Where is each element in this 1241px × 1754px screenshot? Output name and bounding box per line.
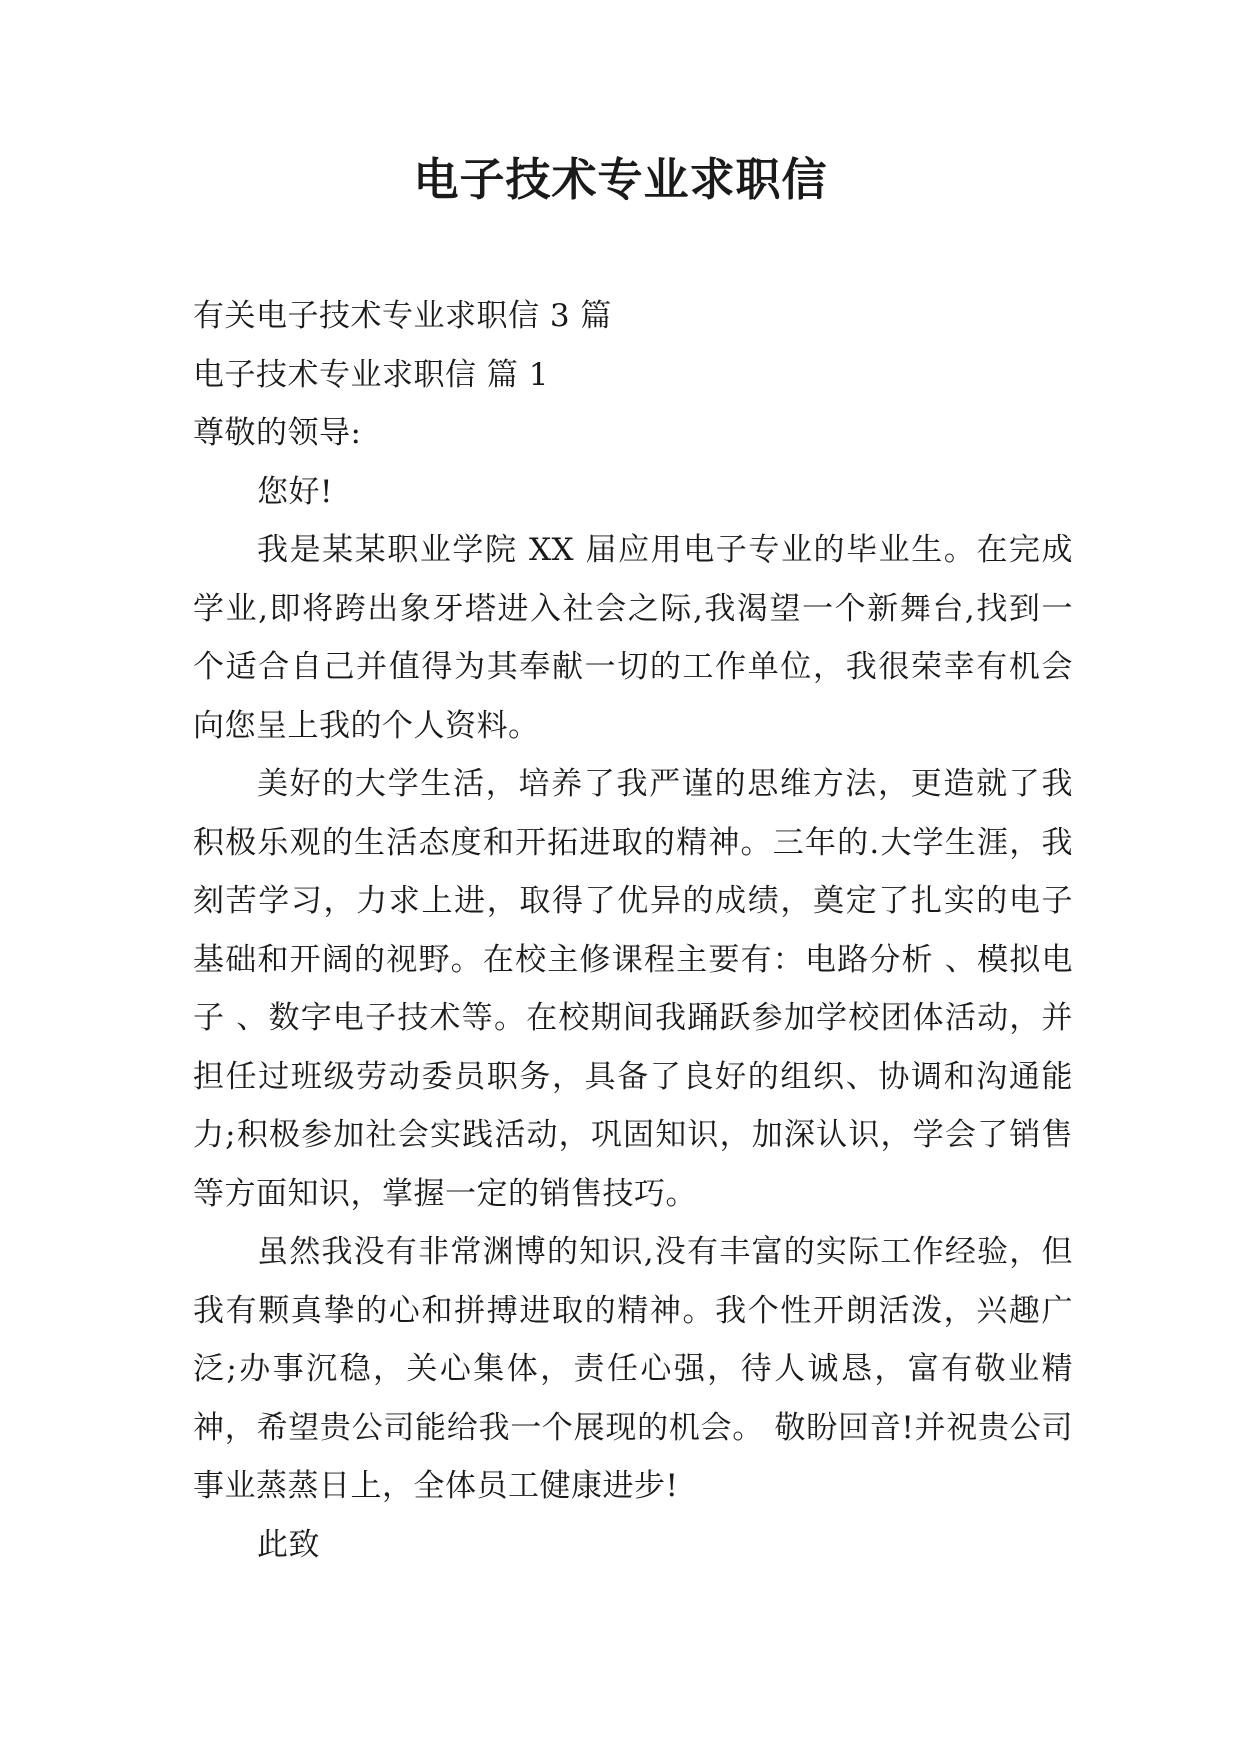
paragraph-intro: 我是某某职业学院 XX 届应用电子专业的毕业生。在完成学业,即将跨出象牙塔进入社会之际,我渴望一个新舞台,找到一个适合自己并值得为其奉献一切的工作单位，我很荣幸有机会向您呈上我的个人资料。 (193, 532, 1073, 744)
paragraph-education: 美好的大学生活，培养了我严谨的思维方法，更造就了我积极乐观的生活态度和开拓进取的精神。三年的.大学生涯，我刻苦学习，力求上进，取得了优异的成绩，奠定了扎实的电子基础和开阔的视野。在校主修课程主要有：电路分析 、模拟电子 、数字电子技术等。在校期间我踊跃参加学校团体活动，并担任过班级劳动委员职务，具备了良好的组织、协调和沟通能力;积极参加社会实践活动，巩固知识，加深认识，学会了销售等方面知识，掌握一定的销售技巧。 (193, 766, 1073, 1212)
paragraph-closing-request: 虽然我没有非常渊博的知识,没有丰富的实际工作经验，但我有颗真挚的心和拼搏进取的精神。我个性开朗活泼，兴趣广泛;办事沉稳，关心集体，责任心强，待人诚恳，富有敬业精神，希望贵公司能给我一个展现的机会。 敬盼回音!并祝贵公司事业蒸蒸日上，全体员工健康进步! (193, 1234, 1073, 1504)
greeting: 您好! (257, 473, 333, 510)
section-heading: 电子技术专业求职信 篇 1 (193, 356, 549, 393)
document-subtitle: 有关电子技术专业求职信 3 篇 (193, 298, 612, 334)
document-body (193, 287, 1073, 1574)
closing: 此致 (257, 1526, 320, 1563)
document-title: 电子技术专业求职信 (413, 153, 828, 206)
salutation: 尊敬的领导: (193, 415, 362, 451)
